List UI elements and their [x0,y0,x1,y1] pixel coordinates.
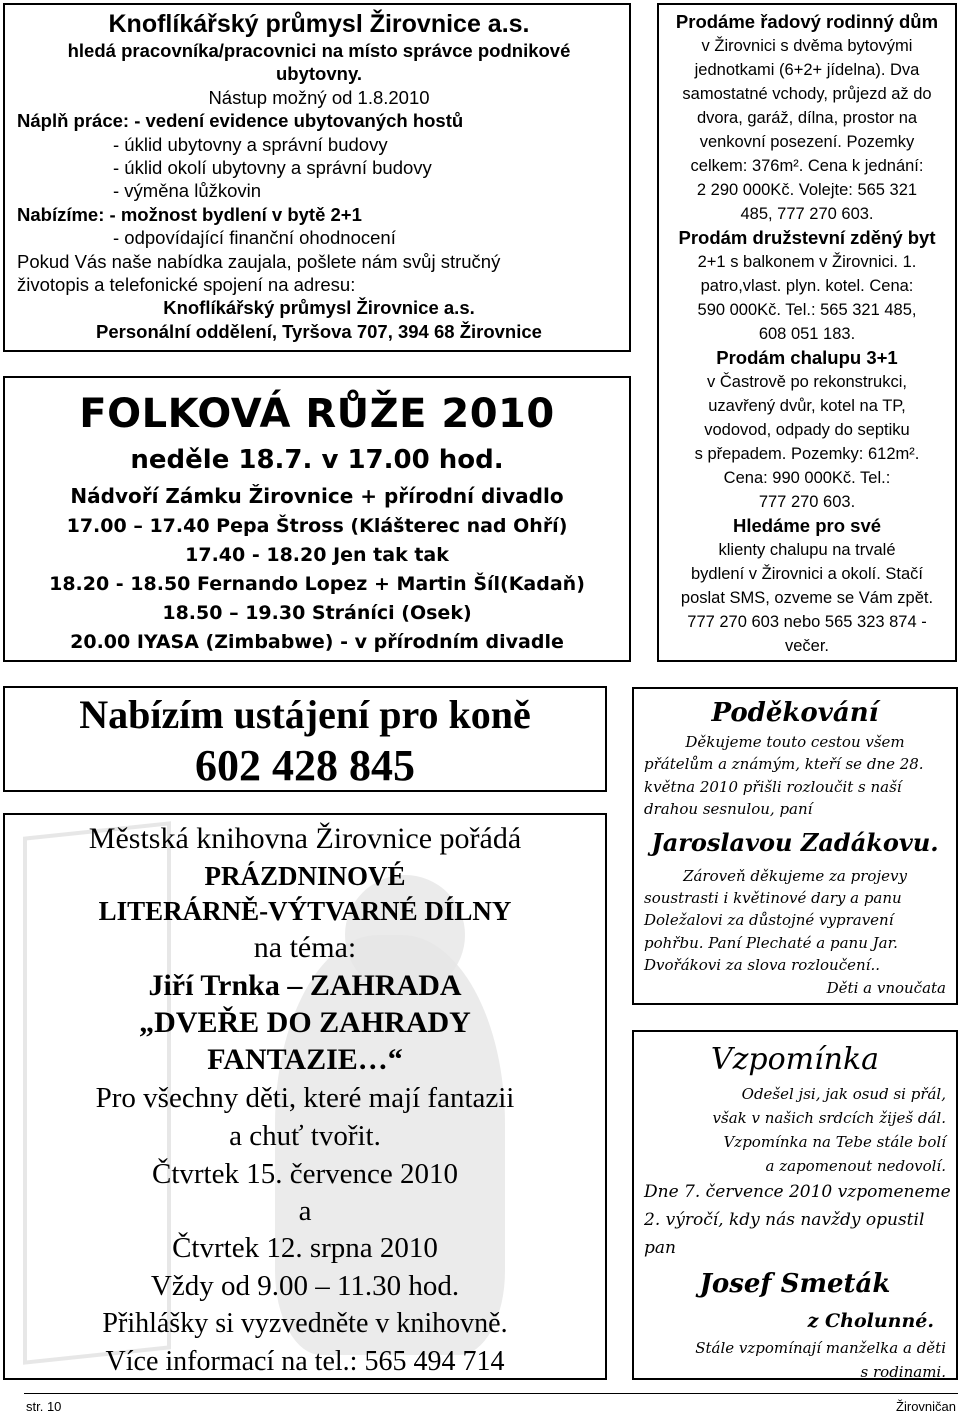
job-ad [3,3,631,352]
thanks-line: pohřbu. Paní Plechaté a panu Jar. [644,933,898,952]
estate-line: samostatné vchody, průjezd až do [682,85,932,103]
thanks-line: Zároveň děkujeme za projevy [683,866,907,885]
memory-title: Vzpomínka [710,1042,880,1077]
library-line: „DVEŘE DO ZAHRADY [139,1006,471,1039]
library-line: a chuť tvořit. [229,1120,381,1152]
folk-program-item: 20.00 IYASA (Zimbabwe) - v přírodním divadle [70,631,564,653]
estate-line: uzavřený dvůr, kotel na TP, [708,397,906,415]
thanks-line: drahou sesnulou, paní [644,800,813,819]
estate-line: jednotkami (6+2+ jídelna). Dva [694,61,920,79]
folk-venue: Nádvoří Zámku Žirovnice + přírodní divadlo [70,484,564,508]
memory-signature: Stále vzpomínají manželka a děti [695,1339,946,1357]
folk-program-item: 18.50 – 19.30 Stráníci (Osek) [162,602,472,624]
job-ad-line: Pokud Vás naše nabídka zaujala, pošlete nám svůj stručný [17,250,501,272]
folk-program-item: 17.40 - 18.20 Jen tak tak [185,544,449,566]
memory-deceased-name: Josef Smeták [699,1269,891,1299]
job-ad-line: Knoflíkářský průmysl Žirovnice a.s. [163,297,475,319]
job-ad-title: Knoflíkářský průmysl Žirovnice a.s. [108,10,530,38]
real-estate-ads [657,3,957,662]
folk-program-item: 18.20 - 18.50 Fernando Lopez + Martin Šíl(Kadaň) [49,573,585,595]
footer-divider [24,1393,958,1394]
library-line: FANTAZIE…“ [207,1043,403,1076]
library-line: Více informací na tel.: 565 494 714 [105,1346,505,1377]
thanks-signature: Děti a vnoučata [826,978,946,997]
estate-heading: Prodám družstevní zděný byt [678,227,936,248]
estate-line: v Častrově po rekonstrukci, [707,373,907,391]
job-ad-line: hledá pracovníka/pracovnici na místo správce podnikové [67,40,571,61]
library-workshop-ad [3,813,607,1380]
thanks-notice [632,687,958,1005]
memory-text-line: Dne 7. července 2010 vzpomeneme [644,1182,951,1202]
publication-name: Žirovničan [896,1399,956,1414]
estate-heading: Prodám chalupu 3+1 [716,347,898,368]
job-ad-line: Nástup možný od 1.8.2010 [208,86,430,108]
library-line: Přihlášky si vyzvedněte v knihovně. [102,1308,508,1339]
horse-stable-ad [3,686,607,792]
thanks-line: Doležalovi za důstojné vypravení [644,911,894,930]
page-number: str. 10 [26,1399,62,1414]
job-ad-line: Náplň práce: - vedení evidence ubytovaných hostů [17,110,464,132]
memory-poem-line: však v našich srdcích žiješ dál. [712,1109,946,1127]
thanks-deceased-name: Jaroslavou Zadákovu. [651,827,939,857]
memory-poem-line: Vzpomínka na Tebe stále bolí [723,1133,946,1151]
memory-poem-line: a zapomenout nedovolí. [765,1157,946,1175]
library-line: Pro všechny děti, které mají fantazii [95,1082,515,1114]
stable-offer: Nabízím ustájení pro koně [79,692,531,737]
library-line: Čtvrtek 12. srpna 2010 [172,1232,438,1264]
estate-line: v Žirovnici s dvěma bytovými [701,37,913,55]
thanks-line: přátelům a známým, kteří se dne 28. [644,755,924,774]
estate-line: s přepadem. Pozemky: 612m². [694,445,920,463]
folk-date: neděle 18.7. v 17.00 hod. [130,445,504,475]
library-line: Vždy od 9.00 – 11.30 hod. [150,1270,460,1302]
job-ad-line: - úklid ubytovny a správní budovy [113,133,388,155]
estate-line: 2 290 000Kč. Volejte: 565 321 [696,181,918,199]
thanks-line: Dvořákovi za slova rozloučení.. [644,956,880,975]
estate-line: večer. [784,637,830,655]
estate-heading: Hledáme pro své [732,515,882,536]
estate-line: 777 270 603. [758,493,856,511]
estate-heading: Prodáme řadový rodinný dům [675,11,939,32]
estate-line: venkovní posezení. Pozemky [699,133,915,151]
memory-signature: s rodinami. [860,1363,946,1380]
folk-program-item: 17.00 – 17.40 Pepa Štross (Klášterec nad Ohří) [66,515,568,537]
estate-line: 608 051 183. [758,325,856,343]
estate-line: bydlení v Žirovnici a okolí. Stačí [690,565,923,583]
thanks-line: Děkujeme touto cestou všem [685,733,905,751]
estate-line: vodovod, odpady do septiku [704,421,910,439]
library-line: PRÁZDNINOVÉ [204,861,406,891]
library-line: Jiří Trnka – ZAHRADA [148,969,462,1002]
estate-line: 777 270 603 nebo 565 323 874 - [687,613,927,631]
memory-text-line: 2. výročí, kdy nás navždy opustil [644,1210,925,1230]
job-ad-line: Nabízíme: - možnost bydlení v bytě 2+1 [17,203,362,225]
estate-line: poslat SMS, ozveme se Vám zpět. [680,589,934,607]
estate-line: 485, 777 270 603. [740,205,874,223]
estate-line: 590 000Kč. Tel.: 565 321 485, [697,301,917,319]
estate-line: celkem: 376m². Cena k jednání: [690,157,924,175]
job-ad-line: - odpovídající finanční ohodnocení [113,227,396,249]
job-ad-line: Personální oddělení, Tyršova 707, 394 68 Žirovnice [96,320,542,342]
library-line: a [298,1195,312,1227]
estate-line: klienty chalupu na trvalé [718,541,896,559]
stable-phone: 602 428 845 [195,741,415,790]
job-ad-line: životopis a telefonické spojení na adresu: [17,274,356,296]
library-line: Městská knihovna Žirovnice pořádá [88,822,522,855]
library-line: na téma: [253,931,357,964]
library-line: Čtvrtek 15. července 2010 [151,1158,458,1190]
estate-line: dvora, garáž, dílna, prostor na [696,109,918,127]
folk-festival-ad [3,376,631,662]
memory-poem-line: Odešel jsi, jak osud si přál, [741,1085,946,1103]
thanks-line: soustrasti i květinové dary a panu [644,889,902,908]
estate-line: 2+1 s balkonem v Žirovnici. 1. [697,253,917,271]
memorial-notice [632,1030,958,1380]
job-ad-line: - výměna lůžkovin [113,180,262,202]
estate-line: Cena: 990 000Kč. Tel.: [723,469,891,487]
library-line: LITERÁRNĚ-VÝTVARNÉ DÍLNY [98,896,512,926]
job-ad-line: - úklid okolí ubytovny a správní budovy [113,157,432,179]
estate-line: patro,vlast. plyn. kotel. Cena: [700,277,914,295]
memory-place: z Cholunné. [807,1310,934,1332]
folk-title: FOLKOVÁ RŮŽE 2010 [79,391,555,437]
thanks-title: Poděkování [711,698,879,728]
memory-text-line: pan [644,1238,676,1258]
job-ad-line: ubytovny. [276,63,362,85]
thanks-line: května 2010 přišli rozloučit s naší [644,777,902,796]
